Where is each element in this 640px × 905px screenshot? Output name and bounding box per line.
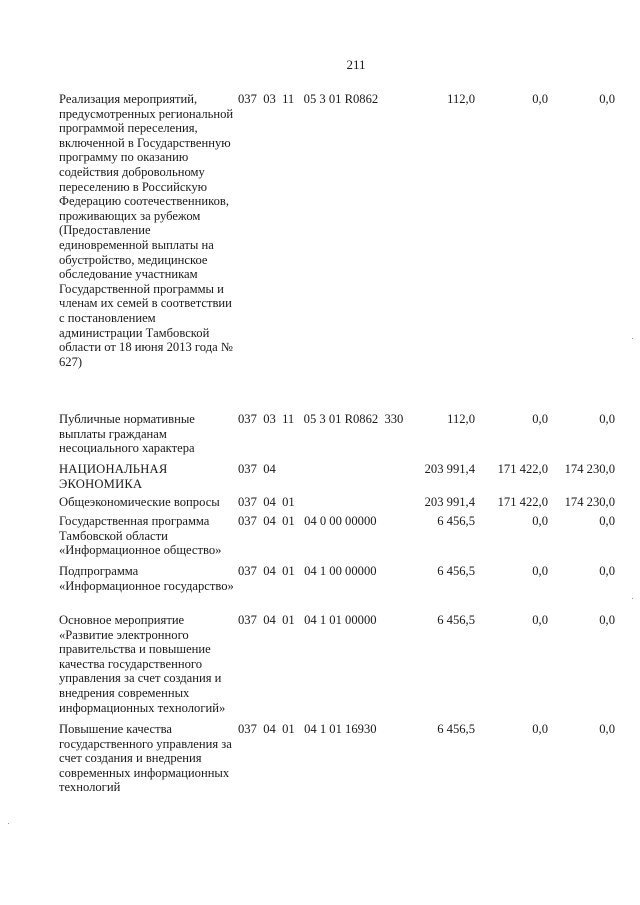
row-code: 037 04 01 04 1 01 16930 [238, 722, 377, 736]
row-code: 037 04 01 [238, 495, 295, 509]
row-name: Подпрограмма «Информационное государство» [59, 564, 234, 593]
row-value-3: 0,0 [599, 92, 615, 106]
scan-speck [632, 338, 633, 339]
row-name: Публичные нормативные выплаты гражданам несоциального характера [59, 412, 195, 456]
row-value-3: 174 230,0 [564, 495, 615, 509]
row-value-2: 0,0 [532, 514, 548, 528]
row-name: Основное мероприятие «Развитие электронного правительства и повышение качества государственного управления за счет создания и внедрения современных информационных технологий» [59, 613, 226, 715]
row-value-2: 0,0 [532, 412, 548, 426]
row-value-1: 6 456,5 [437, 613, 475, 627]
row-value-2: 0,0 [532, 613, 548, 627]
row-name: Повышение качества государственного управления за счет создания и внедрения современных информационных технологий [59, 722, 232, 795]
row-name: Реализация мероприятий, предусмотренных региональной программой переселения, включенной в Государственную программу по оказанию содействия добровольному переселению в Российскую Федерацию соотечественников, проживающих за рубежом (Предоставление единовременной выплаты на обустройство, медицинское обследование участникам Государственной программы и членам их семей в соответствии с постановлением администрации Тамбовской области от 18 июня 2013 года № 627) [59, 92, 234, 369]
scan-speck [8, 823, 9, 824]
row-value-1: 203 991,4 [424, 462, 475, 476]
row-value-2: 171 422,0 [497, 462, 548, 476]
page-number: 211 [346, 57, 366, 72]
row-value-1: 203 991,4 [424, 495, 475, 509]
row-value-2: 0,0 [532, 92, 548, 106]
row-value-1: 6 456,5 [437, 514, 475, 528]
row-code: 037 03 11 05 3 01 R0862 330 [238, 412, 404, 426]
row-code: 037 04 01 04 1 01 00000 [238, 613, 377, 627]
row-value-1: 112,0 [447, 412, 475, 426]
row-name: Общеэкономические вопросы [59, 495, 220, 509]
row-code: 037 04 [238, 462, 276, 476]
row-code: 037 03 11 05 3 01 R0862 [238, 92, 379, 106]
row-name: НАЦИОНАЛЬНАЯ ЭКОНОМИКА [59, 462, 168, 491]
row-value-1: 6 456,5 [437, 564, 475, 578]
scan-speck [632, 598, 633, 599]
row-value-3: 0,0 [599, 514, 615, 528]
row-value-3: 174 230,0 [564, 462, 615, 476]
row-value-2: 0,0 [532, 564, 548, 578]
row-value-3: 0,0 [599, 412, 615, 426]
row-code: 037 04 01 04 1 00 00000 [238, 564, 377, 578]
row-name: Государственная программа Тамбовской области «Информационное общество» [59, 514, 222, 558]
row-value-3: 0,0 [599, 564, 615, 578]
row-value-3: 0,0 [599, 722, 615, 736]
row-value-2: 171 422,0 [497, 495, 548, 509]
row-value-3: 0,0 [599, 613, 615, 627]
row-value-1: 112,0 [447, 92, 475, 106]
row-value-2: 0,0 [532, 722, 548, 736]
row-code: 037 04 01 04 0 00 00000 [238, 514, 377, 528]
row-value-1: 6 456,5 [437, 722, 475, 736]
